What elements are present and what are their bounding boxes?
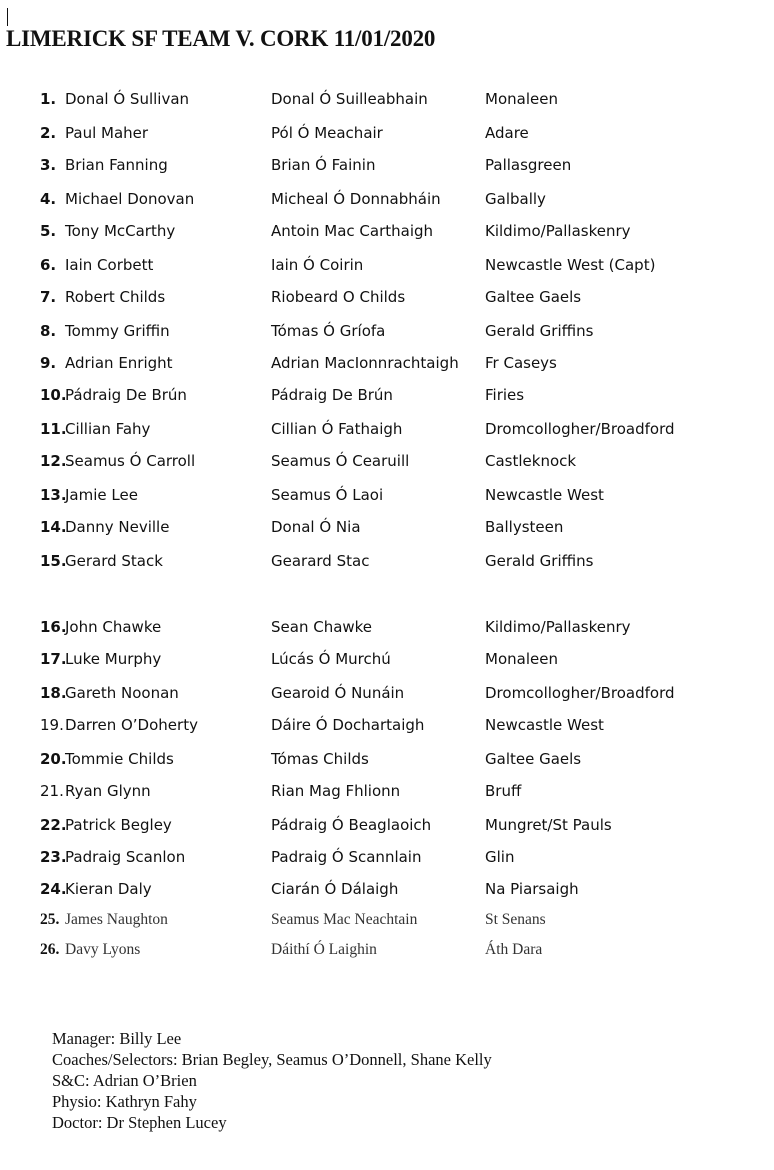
player-row-22: [0, 814, 774, 836]
player-english-name: Padraig Scanlon: [65, 848, 186, 866]
player-club: Castleknock: [485, 452, 577, 470]
player-english-name: Seamus Ó Carroll: [65, 452, 196, 470]
player-irish-name: Cillian Ó Fathaigh: [271, 420, 403, 438]
player-row-5: [0, 220, 774, 242]
document-title: LIMERICK SF TEAM V. CORK 11/01/2020: [6, 26, 436, 51]
player-english-name: Luke Murphy: [65, 650, 162, 668]
player-english-name: Tony McCarthy: [65, 222, 176, 240]
player-row-2: [0, 122, 774, 144]
player-number: 16.: [40, 618, 67, 636]
physio-line: Physio: Kathryn Fahy: [52, 1092, 197, 1111]
player-english-name: Gerard Stack: [65, 552, 163, 570]
player-irish-name: Lúcás Ó Murchú: [271, 650, 391, 668]
player-club: Áth Dara: [485, 941, 543, 958]
player-irish-name: Sean Chawke: [271, 618, 373, 636]
coaches-line: Coaches/Selectors: Brian Begley, Seamus O’Donnell, Shane Kelly: [52, 1050, 492, 1069]
player-number: 18.: [40, 684, 67, 702]
player-irish-name: Seamus Ó Cearuill: [271, 452, 410, 470]
player-irish-name: Iain Ó Coirin: [271, 256, 364, 274]
management-staff: [52, 1028, 492, 1133]
player-club: Adare: [485, 124, 529, 142]
player-number: 26.: [40, 941, 60, 958]
player-club: Na Piarsaigh: [485, 880, 579, 898]
player-club: Ballysteen: [485, 518, 564, 536]
player-row-3: [0, 154, 774, 176]
player-english-name: Tommie Childs: [65, 750, 174, 768]
player-row-20: [0, 748, 774, 770]
player-row-17: [0, 648, 774, 670]
player-club: Kildimo/Pallaskenry: [485, 222, 631, 240]
player-row-11: [0, 418, 774, 440]
player-club: Galbally: [485, 190, 546, 208]
player-english-name: Danny Neville: [65, 518, 170, 536]
player-club: Gerald Griffins: [485, 322, 594, 340]
player-number: 21.: [40, 782, 64, 800]
player-row-7: [0, 286, 774, 308]
player-number: 15.: [40, 552, 67, 570]
player-english-name: Davy Lyons: [65, 941, 141, 958]
player-club: Newcastle West (Capt): [485, 256, 656, 274]
player-row-13: [0, 484, 774, 506]
player-number: 17.: [40, 650, 67, 668]
player-irish-name: Tómas Childs: [271, 750, 369, 768]
player-number: 8.: [40, 322, 57, 340]
player-english-name: Jamie Lee: [65, 486, 138, 504]
player-row-21: [0, 780, 774, 802]
player-row-9: [0, 352, 774, 374]
player-english-name: Gareth Noonan: [65, 684, 179, 702]
player-english-name: Ryan Glynn: [65, 782, 151, 800]
player-irish-name: Tómas Ó Gríofa: [271, 322, 386, 340]
player-number: 23.: [40, 848, 67, 866]
player-club: Newcastle West: [485, 716, 604, 734]
player-irish-name: Micheal Ó Donnabháin: [271, 190, 441, 208]
player-number: 9.: [40, 354, 57, 372]
player-number: 12.: [40, 452, 67, 470]
player-english-name: Tommy Griffin: [65, 322, 170, 340]
player-irish-name: Dáithí Ó Laighin: [271, 941, 377, 958]
player-irish-name: Donal Ó Suilleabhain: [271, 90, 428, 108]
player-irish-name: Pádraig De Brún: [271, 386, 393, 404]
player-row-10: [0, 384, 774, 406]
player-english-name: Kieran Daly: [65, 880, 152, 898]
player-number: 6.: [40, 256, 57, 274]
player-english-name: Brian Fanning: [65, 156, 168, 174]
player-number: 7.: [40, 288, 57, 306]
player-club: Fr Caseys: [485, 354, 557, 372]
player-club: Mungret/St Pauls: [485, 816, 612, 834]
player-irish-name: Dáire Ó Dochartaigh: [271, 716, 425, 734]
player-club: Glin: [485, 848, 515, 866]
player-number: 2.: [40, 124, 57, 142]
player-club: St Senans: [485, 911, 546, 928]
player-english-name: Donal Ó Sullivan: [65, 90, 190, 108]
player-english-name: Robert Childs: [65, 288, 166, 306]
player-row-24: [0, 878, 774, 900]
player-english-name: John Chawke: [65, 618, 162, 636]
strength-conditioning-line: S&C: Adrian O’Brien: [52, 1071, 197, 1090]
player-number: 14.: [40, 518, 67, 536]
player-irish-name: Pádraig Ó Beaglaoich: [271, 816, 432, 834]
player-row-26: [0, 939, 774, 961]
player-club: Galtee Gaels: [485, 288, 582, 306]
player-number: 20.: [40, 750, 67, 768]
player-number: 13.: [40, 486, 67, 504]
player-number: 25.: [40, 911, 60, 928]
player-row-14: [0, 516, 774, 538]
player-row-15: [0, 550, 774, 572]
player-irish-name: Donal Ó Nia: [271, 518, 361, 536]
player-irish-name: Gearard Stac: [271, 552, 370, 570]
player-row-4: [0, 188, 774, 210]
text-cursor: [7, 8, 8, 26]
player-english-name: Cillian Fahy: [65, 420, 151, 438]
player-club: Kildimo/Pallaskenry: [485, 618, 631, 636]
player-club: Pallasgreen: [485, 156, 572, 174]
player-row-6: [0, 254, 774, 276]
player-row-16: [0, 616, 774, 638]
player-number: 24.: [40, 880, 67, 898]
player-irish-name: Rian Mag Fhlionn: [271, 782, 401, 800]
player-number: 11.: [40, 420, 67, 438]
manager-line: Manager: Billy Lee: [52, 1029, 182, 1048]
player-club: Dromcollogher/Broadford: [485, 684, 675, 702]
player-row-1: [0, 88, 774, 110]
player-club: Bruff: [485, 782, 522, 800]
player-row-8: [0, 320, 774, 342]
player-english-name: Paul Maher: [65, 124, 149, 142]
player-irish-name: Seamus Mac Neachtain: [271, 911, 418, 928]
player-english-name: Pádraig De Brún: [65, 386, 187, 404]
player-row-18: [0, 682, 774, 704]
player-english-name: Patrick Begley: [65, 816, 172, 834]
player-row-23: [0, 846, 774, 868]
player-row-12: [0, 450, 774, 472]
player-english-name: Darren O’Doherty: [65, 716, 198, 734]
doctor-line: Doctor: Dr Stephen Lucey: [52, 1113, 227, 1132]
player-irish-name: Riobeard O Childs: [271, 288, 406, 306]
player-number: 4.: [40, 190, 57, 208]
player-english-name: Iain Corbett: [65, 256, 154, 274]
player-irish-name: Antoin Mac Carthaigh: [271, 222, 434, 240]
player-club: Firies: [485, 386, 525, 404]
player-row-19: [0, 714, 774, 736]
player-club: Monaleen: [485, 90, 558, 108]
player-row-25: [0, 909, 774, 931]
player-number: 1.: [40, 90, 57, 108]
player-english-name: Michael Donovan: [65, 190, 195, 208]
player-number: 19.: [40, 716, 64, 734]
player-irish-name: Pól Ó Meachair: [271, 124, 383, 142]
player-number: 10.: [40, 386, 67, 404]
player-irish-name: Ciarán Ó Dálaigh: [271, 880, 399, 898]
player-irish-name: Gearoid Ó Nunáin: [271, 684, 405, 702]
player-number: 22.: [40, 816, 67, 834]
player-irish-name: Brian Ó Fainin: [271, 156, 376, 174]
player-english-name: Adrian Enright: [65, 354, 173, 372]
player-club: Newcastle West: [485, 486, 604, 504]
player-club: Galtee Gaels: [485, 750, 582, 768]
player-club: Monaleen: [485, 650, 558, 668]
player-irish-name: Seamus Ó Laoi: [271, 486, 384, 504]
player-club: Dromcollogher/Broadford: [485, 420, 675, 438]
player-english-name: James Naughton: [65, 911, 168, 928]
player-club: Gerald Griffins: [485, 552, 594, 570]
player-irish-name: Padraig Ó Scannlain: [271, 848, 422, 866]
player-number: 5.: [40, 222, 57, 240]
player-irish-name: Adrian MacIonnrachtaigh: [271, 354, 459, 372]
player-number: 3.: [40, 156, 57, 174]
